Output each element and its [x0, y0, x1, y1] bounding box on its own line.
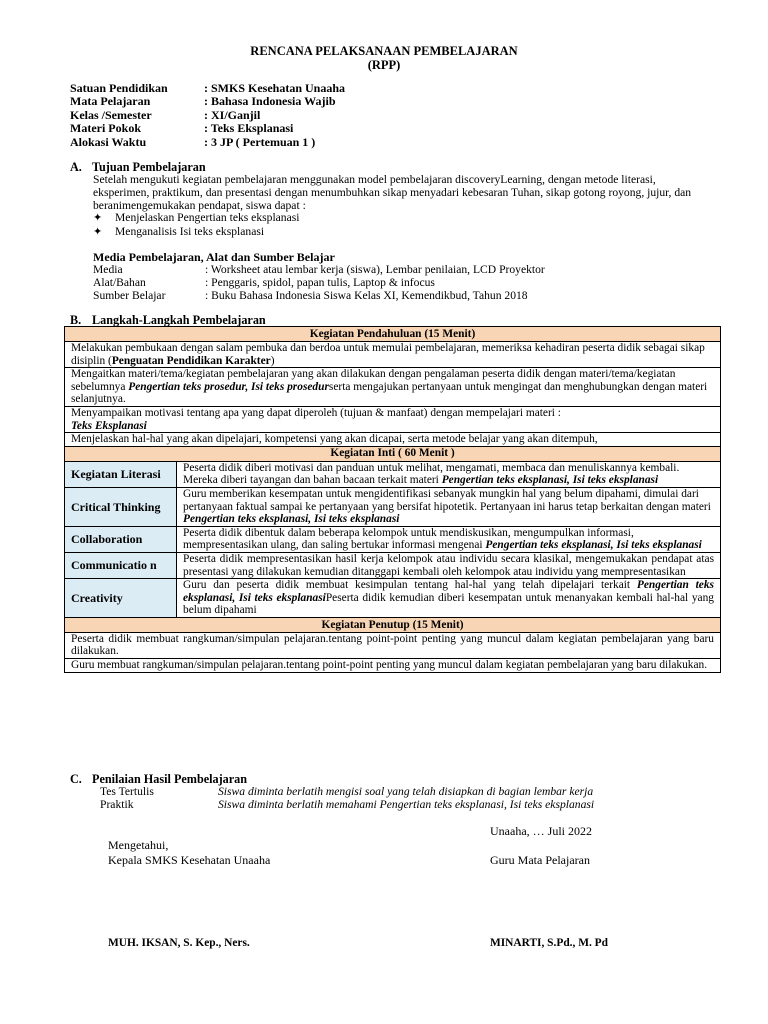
- tujuan-bullets: [93, 211, 299, 240]
- identity-block: [70, 82, 345, 149]
- identity-value: : Teks Eksplanasi: [204, 121, 294, 136]
- inti-header: Kegiatan Inti ( 60 Menit ): [65, 446, 721, 461]
- assessment-value: Siswa diminta berlatih mengisi soal yang telah disiapkan di bagian lembar kerja: [218, 785, 594, 798]
- table-row: [65, 552, 721, 578]
- section-title: Penilaian Hasil Pembelajaran: [92, 772, 248, 786]
- media-heading: Media Pembelajaran, Alat dan Sumber Belajar: [93, 250, 335, 264]
- table-row: [65, 659, 721, 673]
- identity-value: : SMKS Kesehatan Unaaha: [204, 81, 346, 95]
- assessment-value: Siswa diminta berlatih memahami Pengertian teks eksplanasi, Isi teks eksplanasi: [218, 797, 595, 811]
- pendahuluan-step: Menjelaskan hal-hal yang akan dipelajari, kompetensi yang akan dicapai, serta metode belajar yang akan ditempuh,: [65, 433, 721, 447]
- four-point-star-icon: ✦: [93, 212, 103, 224]
- identity-row: [70, 136, 345, 149]
- media-label: Media: [93, 263, 123, 276]
- list-item: [93, 211, 299, 225]
- media-row: [93, 263, 545, 276]
- section-number: C.: [70, 772, 82, 786]
- media-row: [93, 276, 545, 289]
- table-row: [65, 342, 721, 368]
- penutup-header: Kegiatan Penutup (15 Menit): [65, 617, 721, 632]
- identity-label: Mata Pelajaran: [70, 94, 151, 109]
- table-row: [65, 446, 721, 461]
- document-subtitle: (RPP): [367, 58, 401, 72]
- table-row: [65, 632, 721, 658]
- section-number: B.: [70, 313, 82, 327]
- penutup-step: Peserta didik membuat rangkuman/simpulan pelajaran.tentang point-point penting yang muncul dalam kegiatan pembelajaran yang baru dilakukan.: [65, 632, 721, 658]
- activity-label: Communicatio n: [65, 552, 177, 578]
- assessment-label: Tes Tertulis: [100, 785, 154, 798]
- bullet-text: Menjelaskan Pengertian teks eksplanasi: [115, 211, 300, 224]
- table-row: [65, 579, 721, 618]
- activity-label: Collaboration: [65, 526, 177, 552]
- principal-role: Kepala SMKS Kesehatan Unaaha: [108, 853, 271, 867]
- identity-label: Satuan Pendidikan: [70, 81, 168, 95]
- media-value: : Buku Bahasa Indonesia Siswa Kelas XI, Kemendikbud, Tahun 2018: [205, 289, 528, 303]
- identity-value: : Bahasa Indonesia Wajib: [204, 94, 336, 109]
- identity-row: [70, 122, 345, 135]
- penutup-step: Guru membuat rangkuman/simpulan pelajaran.tentang point-point penting yang muncul dalam kegiatan pembelajaran yang baru dilakukan.: [65, 659, 721, 673]
- activity-description: Guru dan peserta didik membuat kesimpulan tentang hal-hal yang telah dipelajari terkait Pengertian teks eksplanasi, Isi teks eksplanasiPeserta didik kemudian diberi kesempatan untuk menanyakan kembali hal-hal yang belum dipahami: [177, 579, 721, 618]
- pendahuluan-step: Melakukan pembukaan dengan salam pembuka dan berdoa untuk memulai pembelajaran, memeriksa kehadiran peserta didik sebagai sikap disiplin (Penguatan Pendidikan Karakter): [65, 342, 721, 368]
- assessment-label: Praktik: [100, 797, 134, 811]
- teacher-name: MINARTI, S.Pd., M. Pd: [490, 937, 608, 949]
- pendahuluan-step: Menyampaikan motivasi tentang apa yang dapat diperoleh (tujuan & manfaat) dengan mempelajari materi : Teks Eksplanasi: [65, 406, 721, 432]
- media-label: Sumber Belajar: [93, 289, 166, 303]
- table-row: [65, 368, 721, 407]
- media-value: : Worksheet atau lembar kerja (siswa), Lembar penilaian, LCD Proyektor: [205, 263, 545, 276]
- activity-description: Guru memberikan kesempatan untuk mengidentifikasi sebanyak mungkin hal yang belum dipahami, dimulai dari pertanyaan faktual sampai ke pertanyaan yang bersifat hipotetik. Pertanyaan ini harus tetap berkaitan dengan materi Pengertian teks eksplanasi, Isi teks eksplanasi: [177, 487, 721, 526]
- principal-name: MUH. IKSAN, S. Kep., Ners.: [108, 937, 250, 949]
- pendahuluan-step: Mengaitkan materi/tema/kegiatan pembelajaran yang akan dilakukan dengan pengalaman peserta didik dengan materi/tema/kegiatan sebelumnya Pengertian teks prosedur, Isi teks prosedurserta mengajukan pertanyaan untuk mengingat dan menghubungkan dengan materi selanjutnya.: [65, 368, 721, 407]
- section-number: A.: [70, 160, 82, 174]
- assessment-block: [100, 786, 594, 812]
- media-block: [93, 263, 545, 303]
- document-title: RENCANA PELAKSANAAN PEMBELAJARAN: [250, 44, 518, 58]
- identity-row: [70, 82, 345, 95]
- table-row: [65, 406, 721, 432]
- table-row: [65, 461, 721, 487]
- section-title: Tujuan Pembelajaran: [92, 160, 206, 174]
- identity-label: Alokasi Waktu: [70, 134, 147, 149]
- identity-value: : 3 JP ( Pertemuan 1 ): [204, 134, 316, 149]
- lesson-steps-table: [64, 326, 721, 673]
- identity-label: Materi Pokok: [70, 121, 141, 136]
- table-row: [65, 526, 721, 552]
- table-row: [65, 487, 721, 526]
- media-label: Alat/Bahan: [93, 276, 146, 290]
- identity-value: : XI/Ganjil: [204, 107, 261, 122]
- teacher-role: Guru Mata Pelajaran: [490, 853, 590, 867]
- activity-label: Kegiatan Literasi: [65, 461, 177, 487]
- table-row: [65, 617, 721, 632]
- list-item: [93, 225, 299, 239]
- tujuan-paragraph: Setelah mengukuti kegiatan pembelajaran menggunakan model pembelajaran discoveryLearning, dengan metode literasi, eksperimen, praktikum, dan presentasi dengan menumbuhkan sikap menyadari kebesaran Tuhan, sikap gotong royong, jujur, dan beranimengemukakan pendapat, siswa dapat :: [93, 173, 692, 213]
- identity-label: Kelas /Semester: [70, 107, 152, 122]
- bullet-text: Menganalisis Isi teks eksplanasi: [115, 225, 265, 239]
- media-row: [93, 289, 545, 302]
- four-point-star-icon: ✦: [93, 226, 103, 239]
- identity-row: [70, 109, 345, 122]
- activity-description: Peserta didik dibentuk dalam beberapa kelompok untuk mendiskusikan, mengumpulkan informasi, mempresentasikan ulang, dan saling bertukar informasi mengenai Pengertian teks eksplanasi, Isi teks eksplanasi: [177, 526, 721, 552]
- media-value: : Penggaris, spidol, papan tulis, Laptop & infocus: [205, 276, 435, 290]
- identity-row: [70, 95, 345, 108]
- activity-description: Peserta didik diberi motivasi dan panduan untuk melihat, mengamati, membaca dan menuliskannya kembali. Mereka diberi tayangan dan bahan bacaan terkait materi Pengertian teks eksplanasi, Isi teks eksplanasi: [177, 461, 721, 487]
- activity-label: Creativity: [65, 579, 177, 618]
- assessment-row: [100, 799, 594, 812]
- activity-label: Critical Thinking: [65, 487, 177, 526]
- table-row: [65, 327, 721, 342]
- table-row: [65, 433, 721, 447]
- place-date: Unaaha, … Juli 2022: [490, 824, 592, 838]
- acknowledged-label: Mengetahui,: [108, 838, 169, 852]
- section-title: Langkah-Langkah Pembelajaran: [92, 313, 266, 327]
- pendahuluan-header: Kegiatan Pendahuluan (15 Menit): [65, 327, 721, 342]
- activity-description: Peserta didik mempresentasikan hasil kerja kelompok atau individu secara klasikal, mengemukakan pendapat atas presentasi yang dilakukan kemudian ditanggapi kembali oleh kelompok atau individu yang mempresentasikan: [177, 552, 721, 578]
